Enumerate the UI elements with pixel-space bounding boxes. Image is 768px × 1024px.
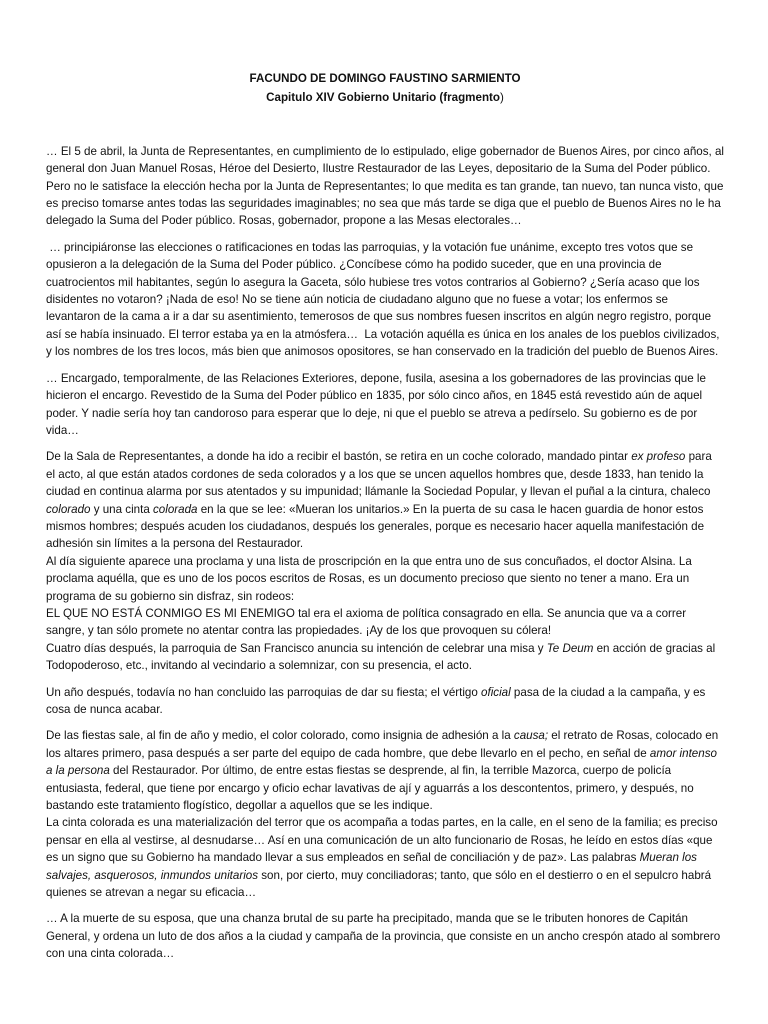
paragraph-9-text-a: De las fiestas sale, al fin de año y medio, el color colorado, como insignia de adhesión a la xyxy=(46,729,514,743)
subtitle-close-paren: ) xyxy=(499,91,504,105)
paragraph-7-text-a: Cuatro días después, la parroquia de San Francisco anuncia su intención de celebrar una misa y xyxy=(46,641,547,655)
paragraph-9-italic-b: amor intenso a la persona xyxy=(46,746,717,778)
paragraph-10-italic-a: Mueran los salvajes, asquerosos, inmundos unitarios xyxy=(46,851,697,882)
document-subtitle xyxy=(46,89,724,106)
paragraph-4-text-b: para el acto, al que están atados cordones de seda colorados y a los que se uncen aquellos hombres que, desde 1833, han tenido la ciudad en continua alarma por sus atentados y su impunidad; llámanle la Sociedad Popular, y llevan el puñal a la cintura, chaleco xyxy=(46,450,712,499)
paragraph-10-text-a: La cinta colorada es una materialización del terror que os acompaña a todas partes, en la calle, en el seno de la familia; es preciso pensar en ella al vestirse, al desnudarse… Así en una comunicación de un alto funcionario de Rosas, he leído en estos días «que es un signo que su Gobierno ha mandado llevar a sus empleados en señal de conciliación y de paz». Las palabras xyxy=(46,816,718,865)
paragraph-8 xyxy=(46,684,724,719)
paragraph-2: … principiáronse las elecciones o ratificaciones en todas las parroquias, y la votación fue unánime, excepto tres votos que se opusieron a la delegación de la Suma del Poder público. ¿Concíbese cómo ha podido suceder, que en una provincia de cuatrocientos mil habitantes, según lo asegura la Gaceta, sólo hubiese tres votos contrarios al Gobierno? ¿Sería acaso que los disidentes no votaron? ¡Nada de eso! No se tiene aún noticia de ciudadano alguno que no fuese a votar; los enfermos se levantaron de la cama a ir a dar su asentimiento, temerosos de que sus nombres fuesen inscritos en algún negro registro, porque así se había insinuado. El terror estaba ya en la atmósfera… La votación aquélla es única en los anales de los pueblos civilizados, y los nombres de los tres locos, más bien que animosos opositores, se han conservado en la tradición del pueblo de Buenos Aires. xyxy=(46,240,723,359)
paragraph-10 xyxy=(46,814,724,901)
paragraph-4-text-c: y una cinta xyxy=(90,502,153,516)
paragraph-8-text-a: Un año después, todavía no han concluido las parroquias de dar su fiesta; el vértigo xyxy=(46,685,482,699)
paragraph-7-italic-a: Te Deum xyxy=(546,641,594,655)
paragraph-5: Al día siguiente aparece una proclama y una lista de proscripción en la que entra uno de sus concuñados, el doctor Alsina. La proclama aquélla, que es uno de los pocos escritos de Rosas, es un documento precioso que siento no tener a mano. Era un programa de su gobierno sin disfraz, sin rodeos: xyxy=(46,554,692,603)
paragraph-8-text-b: pasa de la ciudad a la campaña, y es cosa de nunca acabar. xyxy=(46,685,706,716)
paragraph-6: EL QUE NO ESTÁ CONMIGO ES MI ENEMIGO tal era el axioma de política consagrado en ella. Se anuncia que va a correr sangre, y tan sólo promete no atentar contra las propiedades. ¡Ay de los que provoquen su cólera! xyxy=(46,606,687,638)
paragraph-11: … A la muerte de su esposa, que una chanza brutal de su parte ha precipitado, manda que se le tributen honores de Capitán General, y ordena un luto de dos años a la ciudad y campaña de la provincia, que consiste en un ancho crespón atado al sombrero con una cinta colorada… xyxy=(46,912,721,961)
paragraph-8-italic-a: oficial xyxy=(481,685,511,699)
paragraph-4-italic-b: colorado xyxy=(46,502,91,516)
document-page xyxy=(46,70,724,972)
paragraph-10-text-b: son, por cierto, muy conciliadoras; tanto, que sólo en el destierro o en el sepulcro habrá quienes se atrevan a negar su eficacia… xyxy=(46,868,712,900)
paragraph-7-text-b: en acción de gracias al Todopoderoso, etc., invitando al vecindario a solemnizar, con su presencia, el acto. xyxy=(46,641,716,673)
paragraph-9-text-b: el retrato de Rosas, colocado en los altares primero, pasa después a ser parte del equipo de cada hombre, que debe llevarlo en el pecho, en señal de xyxy=(46,729,719,760)
paragraph-3: … Encargado, temporalmente, de las Relaciones Exteriores, depone, fusila, asesina a los gobernadores de las provincias que le hicieron el encargo. Revestido de la Suma del Poder público en 1835, por sólo cinco años, en 1845 está revestido aún de aquel poder. Y nadie sería hoy tan candoroso para esperar que lo deje, ni que el pueblo se atreva a pedírselo. Su gobierno es de por vida… xyxy=(46,371,706,437)
paragraph-9-italic-a: causa; xyxy=(513,729,549,743)
paragraph-9-text-c: del Restaurador. Por último, de entre estas fiestas se desprende, al fin, la terrible Mazorca, cuerpo de policía entusiasta, federal, que tiene por encargo y oficio echar lavativas de ají y aguarrás a los descontentos, primero, y después, no bastando este tratamiento flogístico, degollar a aquellos que se les indique. xyxy=(46,764,694,813)
paragraph-1: … El 5 de abril, la Junta de Representantes, en cumplimiento de lo estipulado, elige gobernador de Buenos Aires, por cinco años, al general don Juan Manuel Rosas, Héroe del Desierto, Ilustre Restaurador de las Leyes, depositario de la Suma del Poder público. Pero no le satisface la elección hecha por la Junta de Representantes; lo que medita es tan grande, tan nuevo, tan nunca visto, que es preciso tomarse antes todas las seguridades imaginables; no sea que más tarde se diga que el pueblo de Buenos Aires no le ha delegado la Suma del Poder público. Rosas, gobernador, propone a las Mesas electorales… xyxy=(46,144,725,228)
subtitle-text: Capitulo XIV Gobierno Unitario (fragmento xyxy=(266,91,500,105)
paragraph-4-italic-c: colorada xyxy=(153,502,198,516)
paragraph-4-italic-a: ex profeso xyxy=(631,450,686,464)
paragraph-7 xyxy=(46,640,724,675)
paragraph-4 xyxy=(46,448,724,552)
document-body xyxy=(46,143,724,963)
paragraph-4-text-d: en la que se lee: «Mueran los unitarios.» En la puerta de su casa le hacen guardia de honor estos mismos hombres; después acuden los ciudadanos, después los generales, porque es necesario hacer aquella manifestación de adhesión sin límites a la persona del Restaurador. xyxy=(46,502,705,551)
paragraph-9 xyxy=(46,727,724,814)
document-title: FACUNDO DE DOMINGO FAUSTINO SARMIENTO xyxy=(249,72,521,85)
paragraph-4-text-a: De la Sala de Representantes, a donde ha ido a recibir el bastón, se retira en un coche colorado, mandado pintar xyxy=(46,450,632,464)
